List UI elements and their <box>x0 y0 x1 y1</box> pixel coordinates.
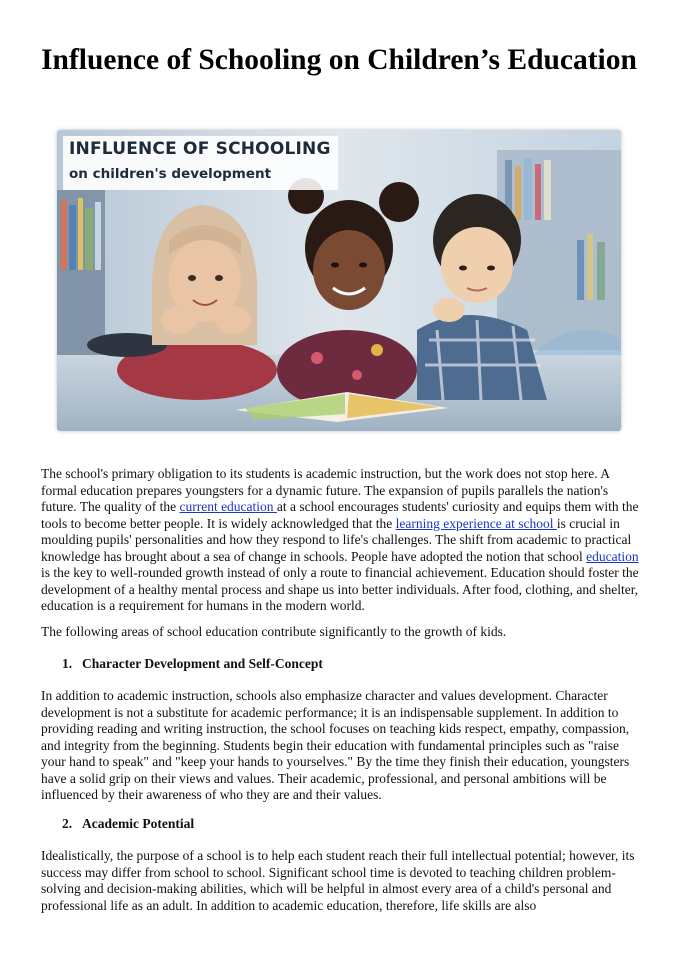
intro-text-3: is crucial in moulding pupils' personalities and how they respond to life's challenges. The shift from academic to practical knowledge has brought about a sea of change in schools. People have adopted the notion that school <box>41 515 632 564</box>
areas-paragraph: The following areas of school education contribute significantly to the growth of kids. <box>41 624 507 639</box>
section-2-heading <box>62 816 194 832</box>
section-2-paragraph: Idealistically, the purpose of a school is to help each student reach their full intellectual potential; however, its success may differ from school to school. Significant school time is devoted to teaching children problem-solving and decision-making abilities, which will be helpful in almost every area of a child's personal and professional life as an adult. In addition to academic education, therefore, life skills are also <box>41 848 635 913</box>
section-1-number: 1. <box>62 656 73 671</box>
intro-text-4: is the key to well-rounded growth instead of only a route to financial achievement. Education should foster the development of a healthy mental process and shape us into better individuals. After food, clothing, and shelter, education is a requirement for humans in the modern world. <box>41 565 639 613</box>
intro-paragraph <box>41 466 639 615</box>
section-1-heading <box>62 656 323 672</box>
link-current-education[interactable]: current education <box>179 499 277 514</box>
section-2-number: 2. <box>62 816 73 831</box>
hero-caption <box>63 136 338 190</box>
link-education[interactable]: education <box>586 548 639 564</box>
section-1-paragraph: In addition to academic instruction, schools also emphasize character and values development. Character development is not a substitute for academic performance; it is an indispensable supplement. In addition to providing reading and writing instruction, the school focuses on teaching kids respect, empathy, compassion, and integrity from the beginning. Students begin their education with fundamental principles such as "raise your hand to speak" and "keep your hands to yourselves." By the time they finish their education, youngsters have a solid grip on their views and values. Their academic, professional, and personal ambitions will be influenced by their awareness of who they are and their values. <box>41 688 630 802</box>
section-2-title: Academic Potential <box>82 816 195 831</box>
hero-subtitle: on children's development <box>69 166 272 182</box>
page-title: Influence of Schooling on Children’s Education <box>41 44 637 76</box>
intro-text-1: The school's primary obligation to its students is academic instruction, but the work does not stop here. A formal education prepares youngsters for a dynamic future. The expansion of pupils parallels the nation's future. The quality of the <box>41 466 610 514</box>
link-learning-experience[interactable]: learning experience at school <box>395 515 557 531</box>
hero-image <box>57 130 621 431</box>
intro-text-2: at a school encourages students' curiosity and equips them with the tools to become better people. It is widely acknowledged that the <box>41 499 639 531</box>
hero-title: INFLUENCE OF SCHOOLING <box>69 139 331 159</box>
section-1-title: Character Development and Self-Concept <box>82 656 323 671</box>
